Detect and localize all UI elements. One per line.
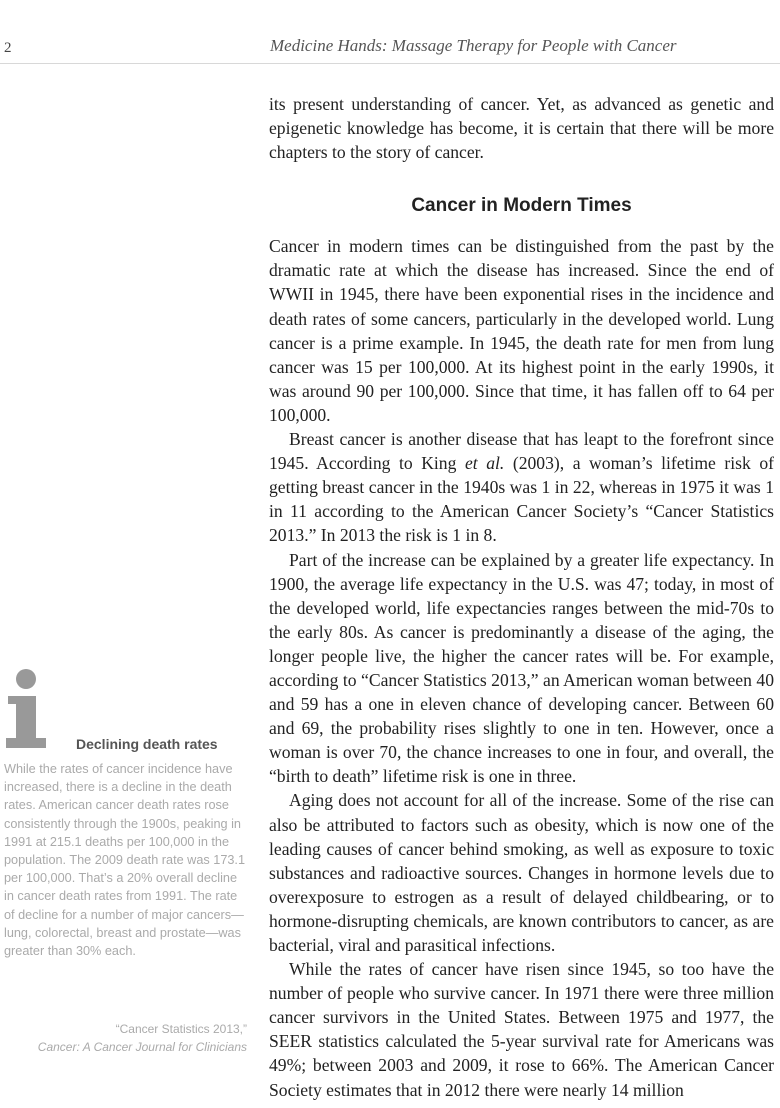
paragraph-1: Cancer in modern times can be distinguished from the past by the dramatic rate at which the disease has increased. Since the end of WWII in 1945, there have been exponential rises in the incidence and death rates of some cancers, particularly in the developed world. Lung cancer is a prime example. In 1945, the death rate for men from lung cancer was 15 per 100,000. At its highest point in the early 1990s, it was around 90 per 100,000. Since that time, it has fallen off to 64 per 100,000. <box>269 236 774 425</box>
paragraph-4: Aging does not account for all of the increase. Some of the rise can also be attributed to factors such as obesity, which is now one of the leading causes of cancer behind smoking, as well as exposure to toxic substances and radioactive sources. Changes in hormone levels due to overexposure to estrogen as a result of delayed childbearing, or to hormone-disrupting chemicals, are known contributors to cancer, as are bacterial, viral and parasitical infections. <box>269 790 774 955</box>
sidebar-body: While the rates of cancer incidence have increased, there is a decline in the death rates. American cancer death rates rose consistently through the 1900s, peaking in 1991 at 215.1 deaths per 100,000 in the population. The 2009 death rate was 173.1 per 100,000. That’s a 20% overall decline in cancer death rates from 1991. The rate of decline for a number of major cancers—lung, colorectal, breast and prostate—was greater than 30% each. <box>4 762 246 959</box>
info-icon <box>4 668 48 750</box>
citation-title: “Cancer Statistics 2013,” <box>115 1022 247 1036</box>
paragraph-2-part-b: (2003), a woman’s lifetime risk of getting breast cancer in the 1940s was 1 in 22, whereas in 1975 it was 1 in 11 according to the American Cancer Society’s “Cancer Statistics 2013.” In 2013 the risk is 1 in 8. <box>269 453 775 546</box>
header-rule <box>0 63 780 64</box>
running-head: Medicine Hands: Massage Therapy for People with Cancer <box>270 36 677 55</box>
paragraph-5: While the rates of cancer have risen since 1945, so too have the number of people who survive cancer. In 1971 there were three million cancer survivors in the United States. Between 1975 and 1977, the SEER statistics calculated the 5-year survival rate for Americans was 49%; between 2003 and 2009, it rose to 66%. The American Cancer Society estimates that in 2012 there were nearly 14 million <box>269 959 774 1100</box>
sidebar-citation <box>4 1020 247 1056</box>
citation-journal: Cancer: A Cancer Journal for Clinicians <box>37 1040 247 1054</box>
paragraph-2 <box>269 427 774 547</box>
paragraph-3: Part of the increase can be explained by a greater life expectancy. In 1900, the average life expectancy in the U.S. was 47; today, in most of the developed world, life expectancies ranges between the mid-70s to the early 80s. As cancer is predominantly a disease of the aging, the longer people live, the higher the cancer rates will be. For example, according to “Cancer Statistics 2013,” an American woman between 40 and 59 has a one in eleven chance of developing cancer. Between 60 and 69, the probability rises slightly to one in ten. However, once a woman is over 70, the chance increases to one in four, and overall, the “birth to death” lifetime risk is one in three. <box>269 549 774 787</box>
section-heading: Cancer in Modern Times <box>411 195 632 217</box>
paragraph-2-et-al: et al. <box>464 453 505 474</box>
main-text-column <box>269 92 774 1102</box>
sidebar-title: Declining death rates <box>76 736 218 752</box>
intro-paragraph: its present understanding of cancer. Yet, as advanced as genetic and epigenetic knowledge has become, it is certain that there will be more chapters to the story of cancer. <box>269 94 774 163</box>
paragraph-2-part-a: Breast cancer is another disease that has leapt to the forefront since 1945. According to King <box>269 429 774 474</box>
page-number: 2 <box>4 40 12 56</box>
